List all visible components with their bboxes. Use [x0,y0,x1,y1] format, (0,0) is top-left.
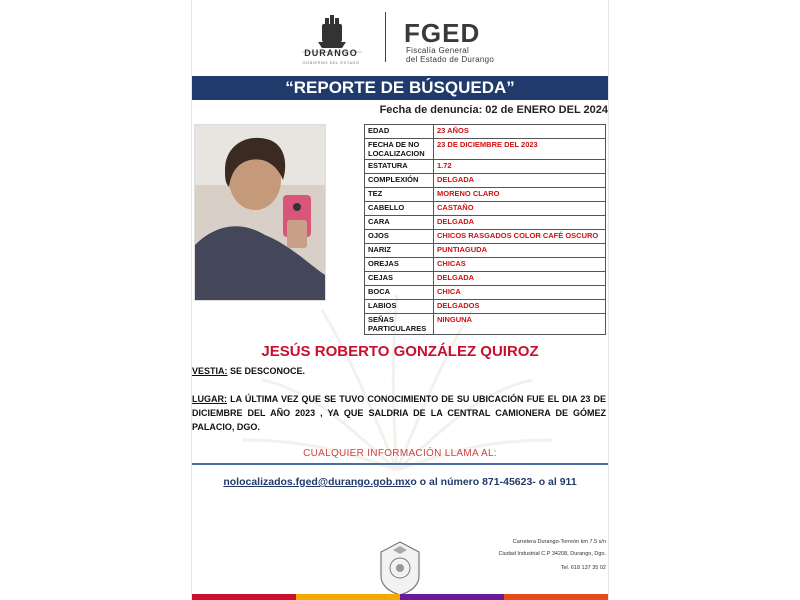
detail-value: CHICA [434,286,606,300]
fged-subtitle-2: del Estado de Durango [406,55,495,64]
detail-row [365,125,606,139]
fged-subtitle-1: Fiscalía General [406,46,470,55]
detail-row [365,202,606,216]
detail-value: 23 AÑOS [434,125,606,139]
detail-row [365,160,606,174]
contact-divider [192,463,608,465]
detail-value: CHICAS [434,258,606,272]
detail-label: OJOS [365,230,434,244]
durango-wordmark: DURANGO [304,48,358,58]
detail-row [365,139,606,160]
detail-label: COMPLEXIÓN [365,174,434,188]
detail-label: CARA [365,216,434,230]
detail-value: CASTAÑO [434,202,606,216]
detail-label: LABIOS [365,300,434,314]
detail-row [365,314,606,335]
footer-phone: Tel. 618 137 35 02 [560,565,606,571]
report-title-band: “REPORTE DE BÚSQUEDA” [192,76,608,100]
detail-label: SEÑAS PARTICULARES [365,314,434,335]
contact-email-link[interactable]: nolocalizados.fged@durango.gob.mx [223,476,411,488]
detail-label: TEZ [365,188,434,202]
detail-label: CABELLO [365,202,434,216]
detail-label: ESTATURA [365,160,434,174]
flyer-page [192,0,608,600]
detail-row [365,174,606,188]
detail-row [365,272,606,286]
contact-heading: CUALQUIER INFORMACIÓN LLAMA AL: [303,448,497,459]
location-label: LUGAR: [192,394,227,404]
clothing-label: VESTIA: [192,366,228,376]
fged-seal-icon [377,540,423,596]
page-edge-right [608,0,609,600]
contact-line [192,476,608,488]
detail-row [365,216,606,230]
fged-logo-text: FGED [404,18,481,48]
detail-row [365,286,606,300]
detail-label: CEJAS [365,272,434,286]
detail-label: EDAD [365,125,434,139]
location-section [192,392,606,434]
detail-label: BOCA [365,286,434,300]
detail-label: FECHA DE NO LOCALIZACION [365,139,434,160]
missing-person-photo [194,124,326,301]
detail-value: 1.72 [434,160,606,174]
durango-subtitle: GOBIERNO DEL ESTADO [302,60,360,65]
logo-divider [385,12,386,62]
footer-address-2: Ciudad Industrial C.P 34208, Durango, Dgo. [498,551,606,557]
detail-value: NINGUNA [434,314,606,335]
detail-value: MORENO CLARO [434,188,606,202]
detail-row [365,230,606,244]
detail-value: DELGADA [434,272,606,286]
contact-phone-text: o o al número 871-45623- o al 911 [410,476,577,488]
physical-details-table [364,124,606,335]
detail-value: DELGADOS [434,300,606,314]
complaint-date: Fecha de denuncia: 02 de ENERO DEL 2024 [379,104,608,116]
detail-row [365,244,606,258]
footer-address-1: Carretera Durango-Torreón km 7.5 s/n [512,539,606,545]
missing-person-name: JESÚS ROBERTO GONZÁLEZ QUIROZ [261,343,539,360]
footer-color-bar [192,590,608,600]
location-text: LA ÚLTIMA VEZ QUE SE TUVO CONOCIMIENTO DE SU UBICACIÓN FUE EL DIA 23 DE DICIEMBRE DEL AÑO 2023 , YA QUE SALDRIA DE LA CENTRAL CAMIONERA DE GÓMEZ PALACIO, DGO. [192,394,606,432]
detail-label: OREJAS [365,258,434,272]
detail-value: DELGADA [434,174,606,188]
detail-value: 23 DE DICIEMBRE DEL 2023 [434,139,606,160]
clothing-text: SE DESCONOCE. [230,366,306,376]
detail-value: DELGADA [434,216,606,230]
detail-row [365,188,606,202]
detail-label: NARIZ [365,244,434,258]
detail-value: PUNTIAGUDA [434,244,606,258]
detail-row [365,300,606,314]
detail-row [365,258,606,272]
detail-value: CHICOS RASGADOS COLOR CAFÉ OSCURO [434,230,606,244]
clothing-section [192,366,305,376]
